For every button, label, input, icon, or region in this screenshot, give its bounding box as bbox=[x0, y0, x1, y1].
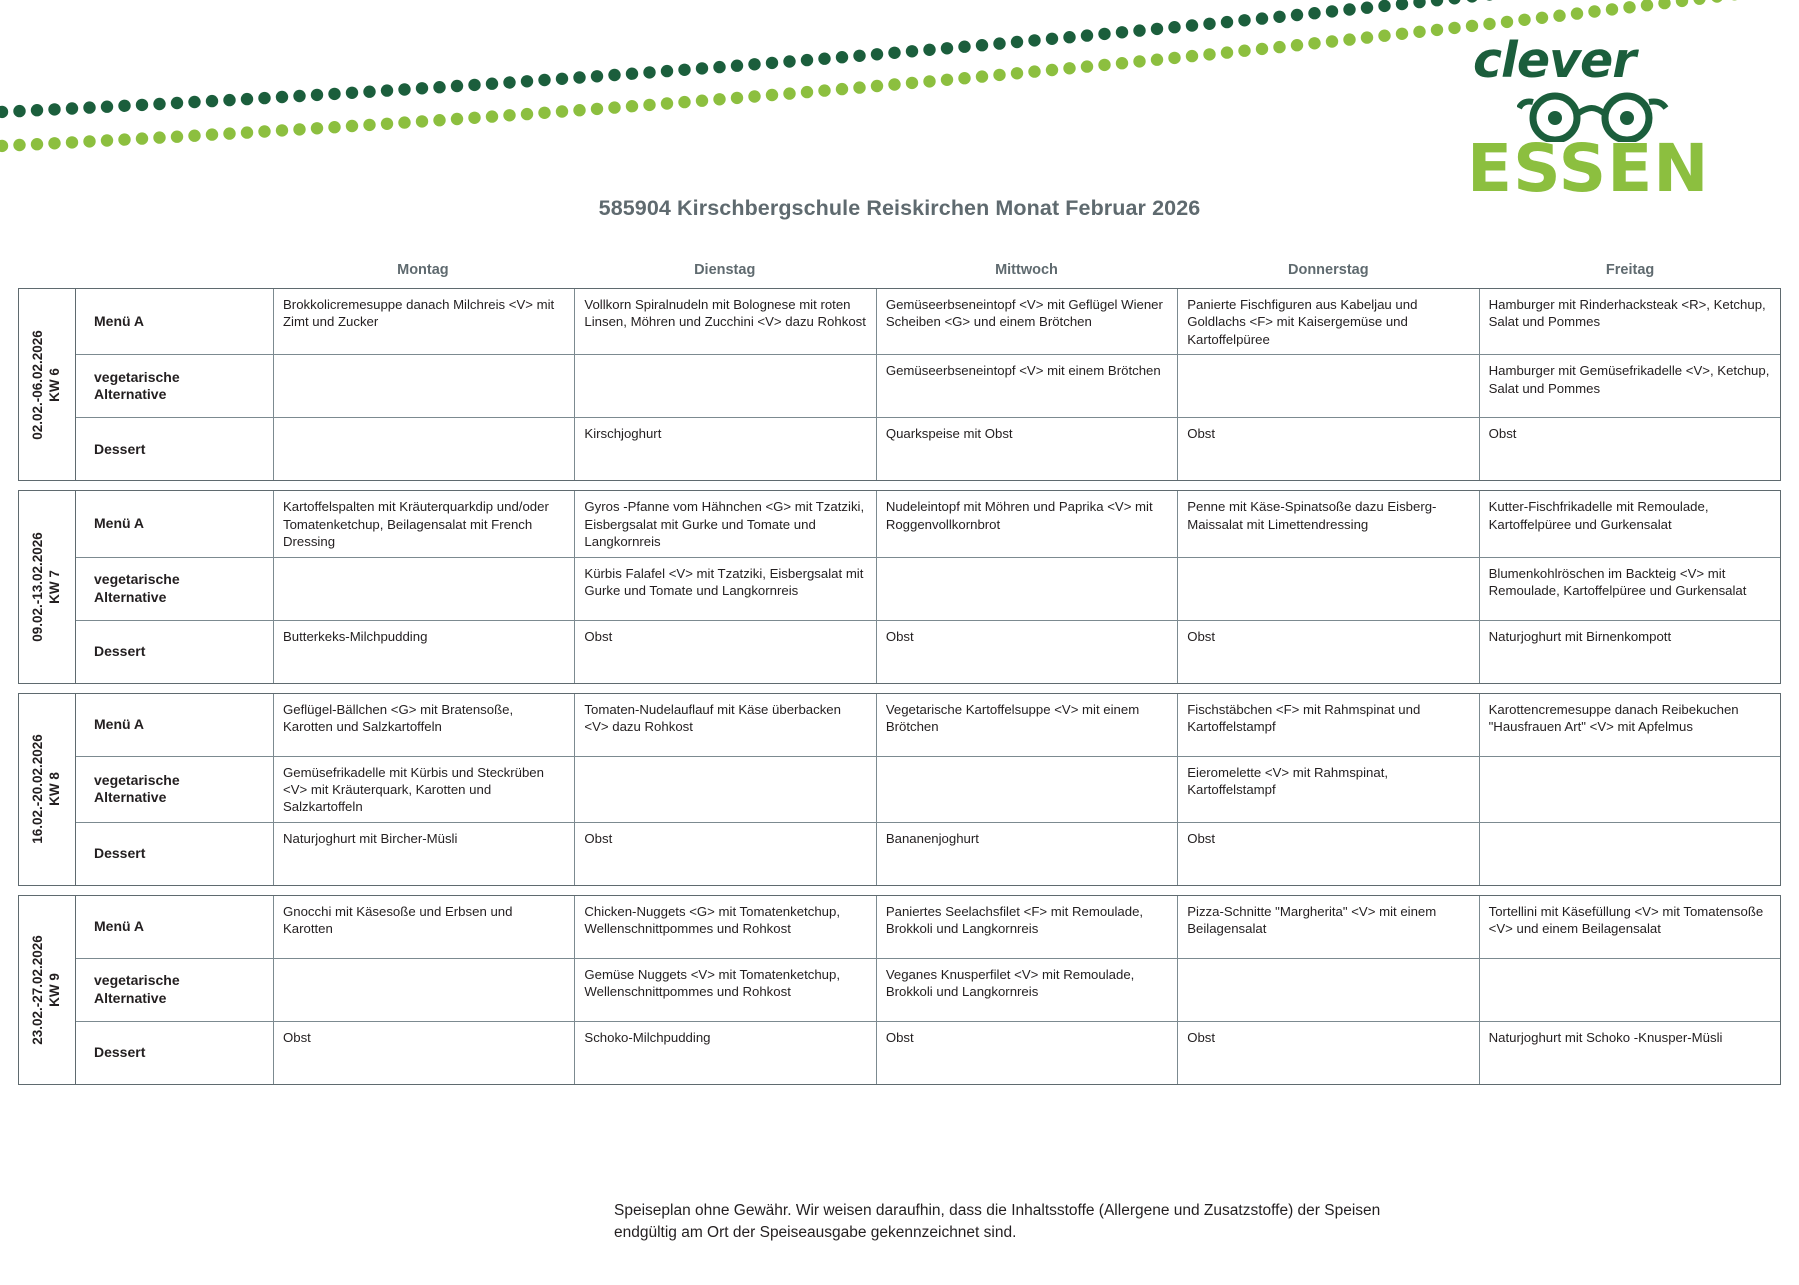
week-grid bbox=[76, 491, 1780, 682]
table-row bbox=[76, 896, 1780, 959]
cell-dessert-monday: Butterkeks-Milchpudding bbox=[274, 621, 575, 683]
cell-dessert-thursday: Obst bbox=[1178, 1022, 1479, 1084]
cell-menu-friday: Tortellini mit Käsefüllung <V> mit Tomatensoße <V> und einem Beilagensalat bbox=[1488, 903, 1764, 937]
cell-menu-wednesday: Paniertes Seelachsfilet <F> mit Remoulade, Brokkoli und Langkornreis bbox=[877, 896, 1178, 958]
week-date-range: 02.02.-06.02.2026 bbox=[30, 329, 46, 440]
weekday-tuesday: Dienstag bbox=[694, 262, 756, 278]
cell-dessert-tuesday: Obst bbox=[575, 621, 876, 683]
cell-menu-friday: Hamburger mit Rinderhacksteak <R>, Ketchup, Salat und Pommes bbox=[1488, 297, 1766, 330]
cell-veg-friday bbox=[1480, 959, 1780, 1021]
cell-dessert-wednesday: Bananenjoghurt bbox=[877, 823, 1178, 885]
row-label-vegetarian-line2: Alternative bbox=[94, 789, 167, 806]
cell-veg-thursday bbox=[1178, 558, 1479, 620]
cell-menu-tuesday: Vollkorn Spiralnudeln mit Bolognese mit roten Linsen, Möhren und Zucchini <V> dazu Rohkost bbox=[575, 289, 876, 354]
cell-veg-wednesday bbox=[877, 757, 1178, 822]
table-row bbox=[76, 289, 1780, 355]
cell-veg-wednesday: Veganes Knusperfilet <V> mit Remoulade, Brokkoli und Langkornreis bbox=[877, 959, 1178, 1021]
cell-veg-monday bbox=[274, 558, 575, 620]
row-label-vegetarian-line1: vegetarische bbox=[94, 368, 180, 385]
cell-dessert-wednesday: Quarkspeise mit Obst bbox=[877, 418, 1178, 480]
week-rail bbox=[19, 896, 76, 1084]
row-label-vegetarian-line2: Alternative bbox=[94, 386, 167, 403]
cell-menu-tuesday: Tomaten-Nudelauflauf mit Käse überbacken <V> dazu Rohkost bbox=[575, 694, 876, 756]
cell-dessert-monday: Obst bbox=[274, 1022, 575, 1084]
row-label-dessert: Dessert bbox=[76, 418, 274, 480]
row-label-vegetarian-line2: Alternative bbox=[94, 588, 167, 605]
cell-dessert-wednesday: Obst bbox=[877, 1022, 1178, 1084]
table-row bbox=[76, 757, 1780, 823]
table-row bbox=[76, 621, 1780, 683]
cell-veg-thursday bbox=[1178, 959, 1479, 1021]
table-row bbox=[76, 959, 1780, 1022]
week-date-range: 09.02.-13.02.2026 bbox=[30, 532, 46, 642]
cell-dessert-tuesday: Schoko-Milchpudding bbox=[575, 1022, 876, 1084]
cell-dessert-tuesday: Obst bbox=[575, 823, 876, 885]
week-number: KW 9 bbox=[47, 972, 62, 1007]
cell-menu-thursday: Fischstäbchen <F> mit Rahmspinat und Kartoffelstampf bbox=[1178, 694, 1479, 756]
week-rail-label bbox=[30, 734, 64, 844]
cell-veg-monday bbox=[274, 355, 575, 417]
cell-veg-tuesday bbox=[575, 757, 876, 822]
week-date-range: 23.02.-27.02.2026 bbox=[30, 934, 46, 1045]
weekday-friday: Freitag bbox=[1605, 262, 1655, 278]
logo-wordmark-clever: clever bbox=[1473, 32, 1636, 89]
cell-veg-friday: Blumenkohlröschen im Backteig <V> mit Remoulade, Kartoffelpüree und Gurkensalat bbox=[1488, 565, 1747, 598]
cell-veg-thursday: Eieromelette <V> mit Rahmspinat, Kartoffelstampf bbox=[1178, 757, 1479, 822]
row-label-menu-a: Menü A bbox=[76, 289, 274, 354]
week-number: KW 7 bbox=[47, 570, 62, 604]
week-grid bbox=[76, 694, 1780, 885]
cell-menu-thursday: Pizza-Schnitte "Margherita" <V> mit einem Beilagensalat bbox=[1178, 896, 1479, 958]
week-rail bbox=[19, 289, 76, 480]
cell-menu-friday: Kutter-Fischfrikadelle mit Remoulade, Kartoffelpüree und Gurkensalat bbox=[1488, 499, 1709, 532]
table-row bbox=[76, 418, 1780, 480]
table-row bbox=[76, 823, 1780, 885]
cell-menu-wednesday: Vegetarische Kartoffelsuppe <V> mit einem Brötchen bbox=[877, 694, 1178, 756]
cell-menu-monday: Brokkolicremesuppe danach Milchreis <V> mit Zimt und Zucker bbox=[274, 289, 575, 354]
cell-dessert-wednesday: Obst bbox=[877, 621, 1178, 683]
row-label-menu-a: Menü A bbox=[76, 694, 274, 756]
cell-veg-thursday bbox=[1178, 355, 1479, 417]
week-grid bbox=[76, 896, 1780, 1084]
row-label-vegetarian bbox=[76, 959, 274, 1021]
cell-veg-tuesday bbox=[575, 355, 876, 417]
row-label-dessert: Dessert bbox=[76, 1022, 274, 1084]
week-block bbox=[18, 693, 1781, 886]
disclaimer-text: Speiseplan ohne Gewähr. Wir weisen daraufhin, dass die Inhaltsstoffe (Allergene und Zusatzstoffe) der Speisen endgültig am Ort der Speiseausgabe gekennzeichnet sind. bbox=[614, 1202, 1381, 1242]
cell-dessert-monday: Naturjoghurt mit Bircher-Müsli bbox=[274, 823, 575, 885]
cell-dessert-thursday: Obst bbox=[1178, 418, 1479, 480]
table-row bbox=[76, 1022, 1780, 1084]
table-row bbox=[76, 491, 1780, 557]
week-block bbox=[18, 288, 1781, 481]
cell-menu-tuesday: Chicken-Nuggets <G> mit Tomatenketchup, Wellenschnittpommes und Rohkost bbox=[575, 896, 876, 958]
table-row bbox=[76, 558, 1780, 621]
weekday-monday: Montag bbox=[397, 262, 449, 278]
cell-menu-tuesday: Gyros -Pfanne vom Hähnchen <G> mit Tzatziki, Eisbergsalat mit Gurke und Tomate und Langkornreis bbox=[575, 491, 876, 556]
weekday-wednesday: Mittwoch bbox=[995, 262, 1058, 278]
week-block bbox=[18, 895, 1781, 1085]
week-date-range: 16.02.-20.02.2026 bbox=[30, 734, 46, 844]
cell-dessert-friday: Naturjoghurt mit Birnenkompott bbox=[1488, 628, 1672, 644]
row-label-vegetarian-line1: vegetarische bbox=[94, 571, 180, 588]
cell-veg-tuesday: Kürbis Falafel <V> mit Tzatziki, Eisbergsalat mit Gurke und Tomate und Langkornreis bbox=[575, 558, 876, 620]
cell-veg-tuesday: Gemüse Nuggets <V> mit Tomatenketchup, Wellenschnittpommes und Rohkost bbox=[575, 959, 876, 1021]
row-label-menu-a: Menü A bbox=[76, 896, 274, 958]
row-label-vegetarian bbox=[76, 355, 274, 417]
week-rail bbox=[19, 491, 76, 682]
row-label-menu-a: Menü A bbox=[76, 491, 274, 556]
cell-menu-monday: Gnocchi mit Käsesoße und Erbsen und Karotten bbox=[274, 896, 575, 958]
row-label-dessert: Dessert bbox=[76, 621, 274, 683]
cell-veg-wednesday: Gemüseerbseneintopf <V> mit einem Brötchen bbox=[877, 355, 1178, 417]
weekday-header-row bbox=[18, 262, 1781, 286]
cell-dessert-thursday: Obst bbox=[1178, 621, 1479, 683]
row-label-vegetarian-line1: vegetarische bbox=[94, 972, 180, 989]
header-spacer-category bbox=[74, 262, 272, 286]
cell-menu-friday: Karottencremesuppe danach Reibekuchen "Hausfrauen Art" <V> mit Apfelmus bbox=[1488, 701, 1739, 734]
cell-menu-monday: Kartoffelspalten mit Kräuterquarkdip und/oder Tomatenketchup, Beilagensalat mit French Dressing bbox=[274, 491, 575, 556]
cell-dessert-thursday: Obst bbox=[1178, 823, 1479, 885]
cell-menu-wednesday: Nudeleintopf mit Möhren und Paprika <V> mit Roggenvollkornbrot bbox=[877, 491, 1178, 556]
week-rail bbox=[19, 694, 76, 885]
week-rail-label bbox=[30, 330, 64, 440]
cell-dessert-friday: Obst bbox=[1488, 426, 1517, 442]
cell-dessert-friday: Naturjoghurt mit Schoko -Knusper-Müsli bbox=[1488, 1029, 1723, 1045]
row-label-vegetarian-line2: Alternative bbox=[94, 989, 167, 1006]
table-row bbox=[76, 355, 1780, 418]
table-row bbox=[76, 694, 1780, 757]
cell-veg-monday bbox=[274, 959, 575, 1021]
week-number: KW 6 bbox=[47, 367, 62, 402]
page-title: 585904 Kirschbergschule Reiskirchen Monat Februar 2026 bbox=[598, 196, 1201, 220]
cell-dessert-monday bbox=[274, 418, 575, 480]
cell-menu-thursday: Penne mit Käse-Spinatsoße dazu Eisberg-Maissalat mit Limettendressing bbox=[1178, 491, 1479, 556]
cell-veg-friday bbox=[1480, 757, 1780, 822]
cell-veg-monday: Gemüsefrikadelle mit Kürbis und Steckrüben <V> mit Kräuterquark, Karotten und Salzkartoffeln bbox=[274, 757, 575, 822]
cell-veg-wednesday bbox=[877, 558, 1178, 620]
week-rail-label bbox=[30, 532, 64, 642]
week-grid bbox=[76, 289, 1780, 480]
logo-wordmark-essen: ESSEN bbox=[1467, 130, 1710, 207]
cell-dessert-friday bbox=[1480, 823, 1780, 885]
week-block bbox=[18, 490, 1781, 683]
cell-menu-thursday: Panierte Fischfiguren aus Kabeljau und Goldlachs <F> mit Kaisergemüse und Kartoffelpüree bbox=[1178, 289, 1479, 354]
cell-veg-friday: Hamburger mit Gemüsefrikadelle <V>, Ketchup, Salat und Pommes bbox=[1488, 363, 1770, 396]
row-label-vegetarian bbox=[76, 558, 274, 620]
row-label-vegetarian bbox=[76, 757, 274, 822]
clever-essen-logo bbox=[1459, 32, 1759, 217]
cell-menu-wednesday: Gemüseerbseneintopf <V> mit Geflügel Wiener Scheiben <G> und einem Brötchen bbox=[877, 289, 1178, 354]
weekday-thursday: Donnerstag bbox=[1288, 262, 1369, 278]
header-spacer-rail bbox=[18, 262, 74, 286]
row-label-dessert: Dessert bbox=[76, 823, 274, 885]
cell-menu-monday: Geflügel-Bällchen <G> mit Bratensoße, Karotten und Salzkartoffeln bbox=[274, 694, 575, 756]
week-number: KW 8 bbox=[47, 772, 62, 807]
week-rail-label bbox=[30, 935, 64, 1045]
row-label-vegetarian-line1: vegetarische bbox=[94, 771, 180, 788]
menu-plan-table bbox=[18, 288, 1781, 1094]
cell-dessert-tuesday: Kirschjoghurt bbox=[575, 418, 876, 480]
